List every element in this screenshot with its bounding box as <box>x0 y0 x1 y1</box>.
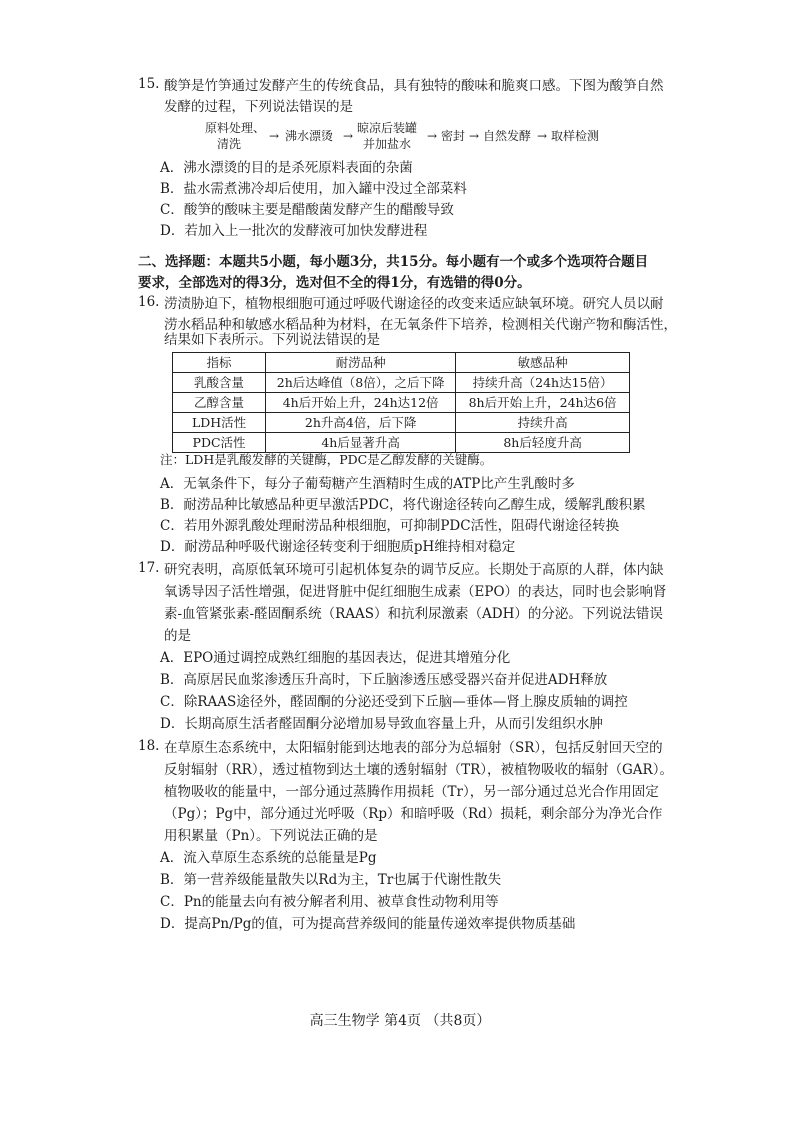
flow-step-blanch: 沸水漂烫 <box>285 129 334 143</box>
question-stem-line: 涝渍胁迫下，植物根细胞可通过呼吸代谢途径的改变来适应缺氧环境。研究人员以耐 <box>164 296 664 312</box>
table-cell: PDC活性 <box>173 433 266 453</box>
question-stem-line: 反射辐射（RR），透过植物到达土壤的透射辐射（TR），被植物吸收的辐射（GAR）。 <box>164 762 673 778</box>
option-b: B．高原居民血浆渗透压升高时，下丘脑渗透压感受器兴奋并促进ADH释放 <box>160 672 608 688</box>
question-stem-line: （Pg）；Pg中，部分通过光呼吸（Rp）和暗呼吸（Rd）损耗，剩余部分为净光合作 <box>164 806 663 822</box>
flow-step-bottling: 晾凉后装罐 <box>357 121 418 135</box>
option-a: A．沸水漂烫的目的是杀死原料表面的杂菌 <box>160 160 413 176</box>
option-c: C．酸笋的酸味主要是醋酸菌发酵产生的醋酸导致 <box>160 202 454 218</box>
option-c: C．若用外源乳酸处理耐涝品种根细胞，可抑制PDC活性，阻碍代谢途径转换 <box>160 518 620 534</box>
flow-step-sample: 取样检测 <box>551 129 600 143</box>
question-stem-line: 酸笋是竹笋通过发酵产生的传统食品，具有独特的酸味和脆爽口感。下图为酸笋自然 <box>164 78 664 94</box>
flow-arrow: → <box>343 129 354 143</box>
question-stem-line: 发酵的过程，下列说法错误的是 <box>164 99 353 115</box>
section-title-line: 二、选择题：本题共5小题，每小题3分，共15分。每小题有一个或多个选项符合题目 <box>138 254 649 270</box>
section-title-line: 要求，全部选对的得3分，选对但不全的得1分，有选错的得0分。 <box>138 275 531 291</box>
question-number: 15. <box>138 76 160 92</box>
question-number: 16. <box>138 294 160 310</box>
flow-arrow: → <box>427 129 438 143</box>
table-cell: 乙醇含量 <box>173 393 266 413</box>
table-header-cell: 耐涝品种 <box>266 353 456 373</box>
table-cell: 2h后达峰值（8倍），之后下降 <box>266 373 456 393</box>
flow-arrow: → <box>269 129 280 143</box>
table-cell: 8h后轻度升高 <box>456 433 630 453</box>
option-a: A．EPO通过调控成熟红细胞的基因表达，促进其增殖分化 <box>160 650 511 666</box>
option-b: B．耐涝品种比敏感品种更早激活PDC，将代谢途径转向乙醇生成，缓解乳酸积累 <box>160 497 646 513</box>
table-cell: 2h升高4倍，后下降 <box>266 413 456 433</box>
question-stem-line: 在草原生态系统中，太阳辐射能到达地表的部分为总辐射（SR），包括反射回天空的 <box>164 740 663 756</box>
option-a: A．流入草原生态系统的总能量是Pg <box>160 850 377 866</box>
flow-step-ferment: 自然发酵 <box>483 129 532 143</box>
table-header-row <box>173 353 630 373</box>
flow-arrow: → <box>469 129 480 143</box>
option-a: A．无氧条件下，每分子葡萄糖产生酒精时生成的ATP比产生乳酸时多 <box>160 476 575 492</box>
flow-arrow: → <box>537 129 548 143</box>
table-header-cell: 敏感品种 <box>456 353 630 373</box>
table-cell: 乳酸含量 <box>173 373 266 393</box>
flow-step-raw-processing: 原料处理、 <box>205 121 266 135</box>
table-cell: 持续升高 <box>456 413 630 433</box>
option-d: D．若加入上一批次的发酵液可加快发酵进程 <box>160 223 428 239</box>
table-cell: LDH活性 <box>173 413 266 433</box>
table-row <box>173 413 630 433</box>
question-stem-line: 用积累量（Pn）。下列说法正确的是 <box>164 828 378 844</box>
question-stem-line: 氧诱导因子活性增强，促进肾脏中促红细胞生成素（EPO）的表达，同时也会影响肾 <box>164 584 667 600</box>
option-c: C．除RAAS途径外，醛固酮的分泌还受到下丘脑—垂体—肾上腺皮质轴的调控 <box>160 694 628 710</box>
question-stem-line: 素-血管紧张素-醛固酮系统（RAAS）和抗利尿激素（ADH）的分泌。下列说法错误 <box>164 606 663 622</box>
option-c: C．Pn的能量去向有被分解者利用、被草食性动物利用等 <box>160 894 499 910</box>
table-cell: 4h后显著升高 <box>266 433 456 453</box>
table-cell: 8h后开始上升，24h达6倍 <box>456 393 630 413</box>
table-row <box>173 373 630 393</box>
table-note: 注：LDH是乳酸发酵的关键酶，PDC是乙醇发酵的关键酶。 <box>160 452 493 467</box>
table-cell: 4h后开始上升，24h达12倍 <box>266 393 456 413</box>
question-number: 18. <box>138 738 160 754</box>
question-stem-line: 植物吸收的能量中，一部分通过蒸腾作用损耗（Tr），另一部分通过总光合作用固定 <box>164 784 659 800</box>
question-stem-line: 研究表明，高原低氧环境可引起机体复杂的调节反应。长期处于高原的人群，体内缺 <box>164 562 664 578</box>
flow-step-bottling-2: 并加盐水 <box>363 137 412 151</box>
flow-step-raw-processing-2: 清洗 <box>217 137 242 151</box>
table-cell: 持续升高（24h达15倍） <box>456 373 630 393</box>
option-d: D．耐涝品种呼吸代谢途径转变利于细胞质pH维持相对稳定 <box>160 539 516 555</box>
option-b: B．盐水需煮沸冷却后使用，加入罐中没过全部菜料 <box>160 181 467 197</box>
option-d: D．提高Pn/Pg的值，可为提高营养级间的能量传递效率提供物质基础 <box>160 916 576 932</box>
table-header-cell: 指标 <box>173 353 266 373</box>
page-footer: 高三生物学 第4页 （共8页） <box>309 1013 491 1029</box>
fermentation-flowchart <box>205 119 745 155</box>
option-d: D．长期高原生活者醛固酮分泌增加易导致血容量上升，从而引发组织水肿 <box>160 716 603 732</box>
question-stem-line: 涝水稻品种和敏感水稻品种为材料，在无氧条件下培养，检测相关代谢产物和酶活性， <box>164 317 677 333</box>
flow-step-seal: 密封 <box>441 129 466 143</box>
results-table <box>172 352 630 453</box>
question-stem-line: 结果如下表所示。下列说法错误的是 <box>164 332 380 348</box>
table-row <box>173 393 630 413</box>
option-b: B．第一营养级能量散失以Rd为主，Tr也属于代谢性散失 <box>160 872 502 888</box>
question-stem-line: 的是 <box>164 628 191 644</box>
question-number: 17. <box>138 560 160 576</box>
